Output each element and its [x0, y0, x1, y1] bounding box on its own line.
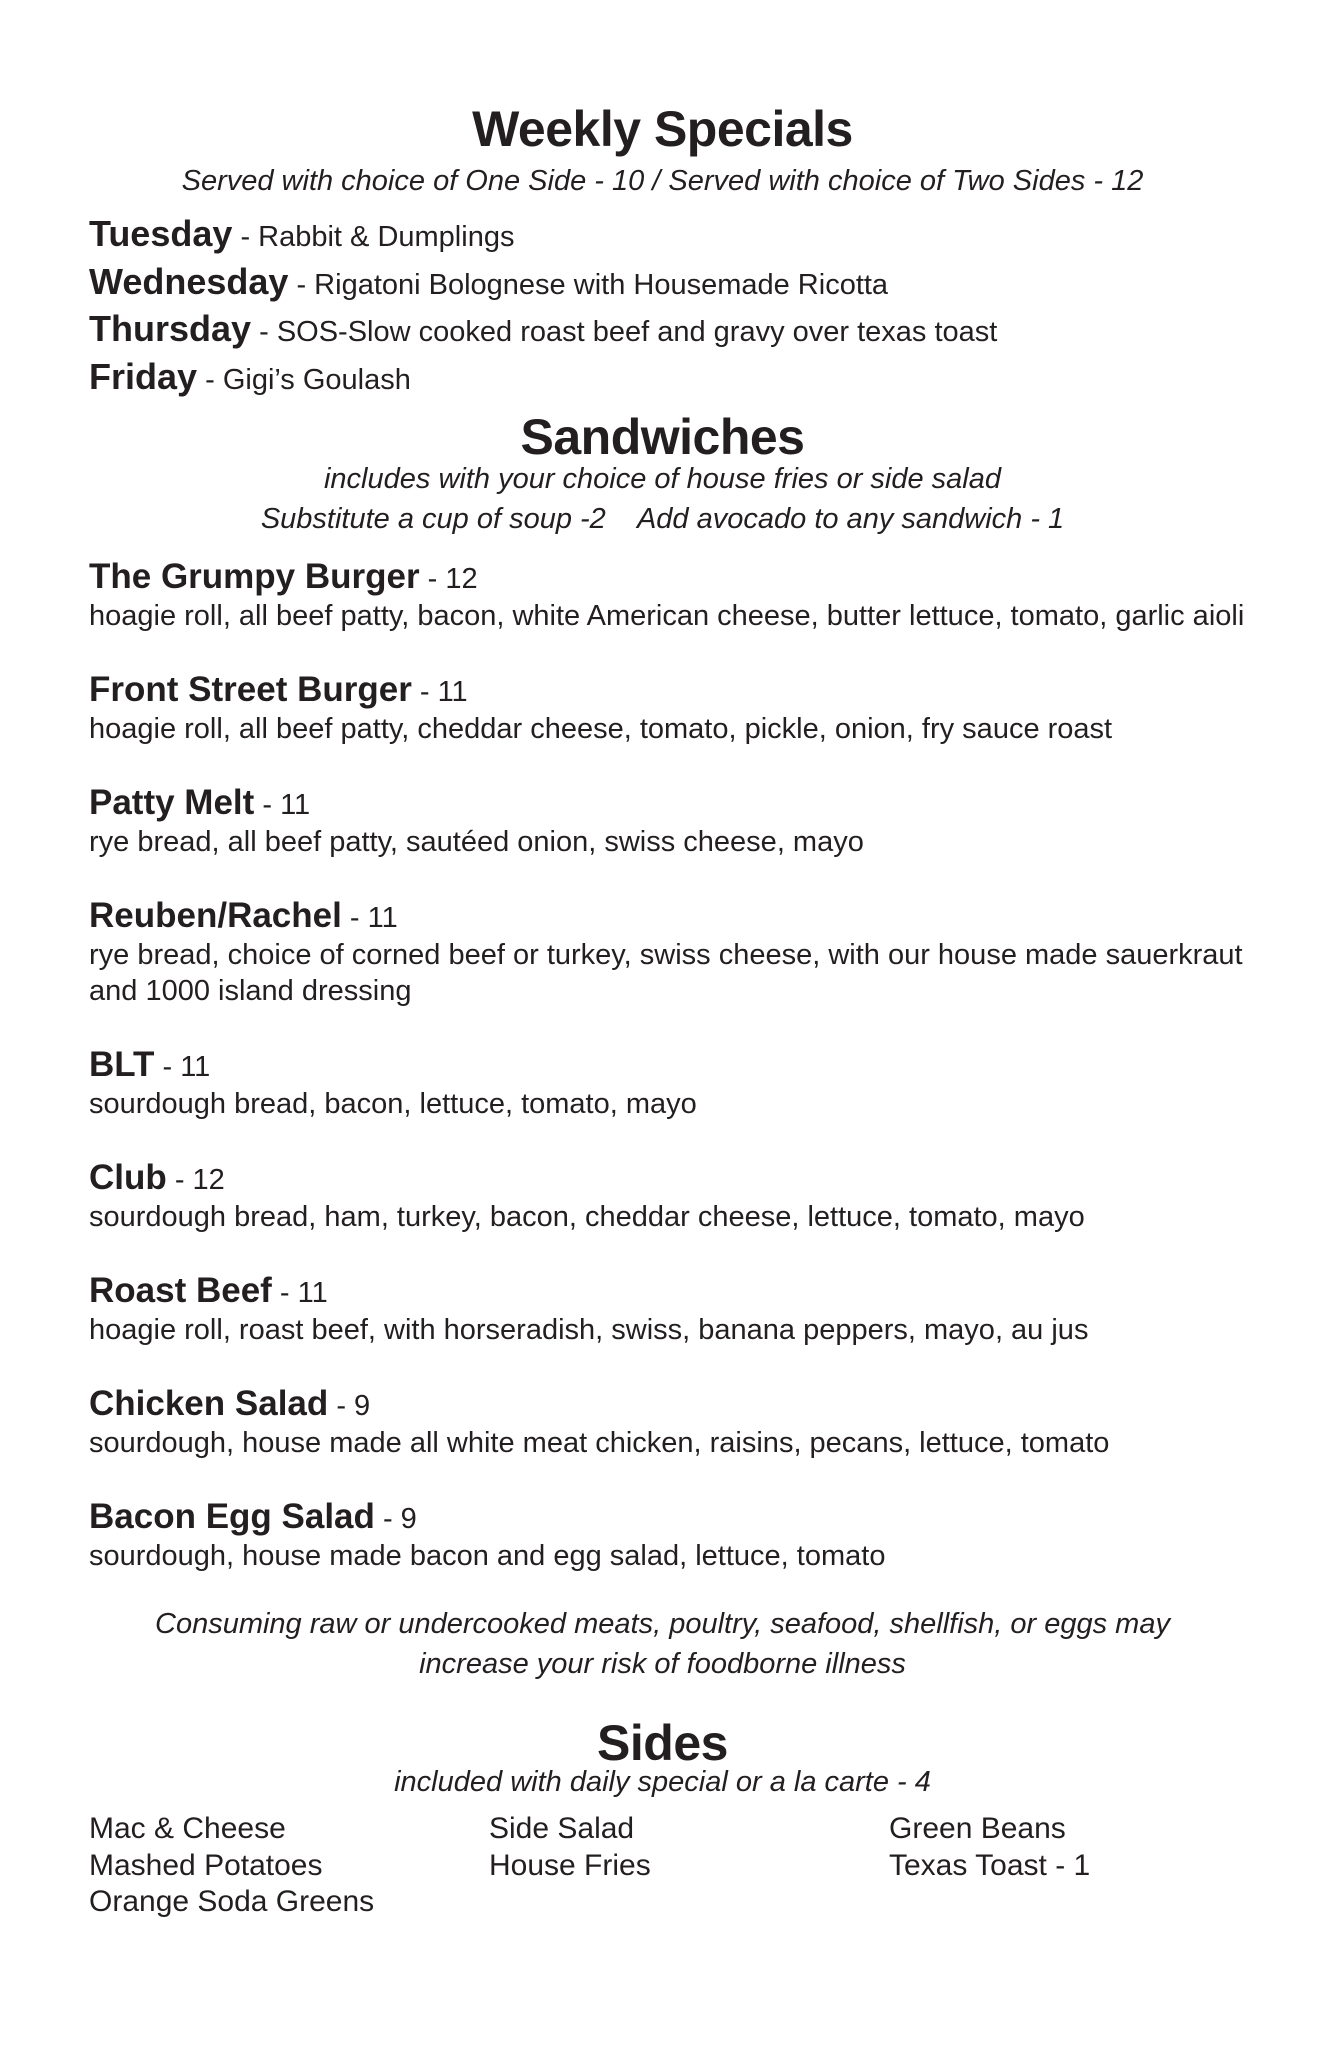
item-name: Roast Beef: [89, 1271, 272, 1310]
special-day: Thursday: [89, 308, 252, 349]
special-dish: - Rabbit & Dumplings: [232, 221, 515, 253]
item-description: hoagie roll, all beef patty, cheddar cheese, tomato, pickle, onion, fry sauce roast: [89, 713, 1113, 745]
sides-column-2: [489, 1811, 889, 1921]
item-description: sourdough bread, ham, turkey, bacon, cheddar cheese, lettuce, tomato, mayo: [89, 1201, 1085, 1233]
item-description: hoagie roll, roast beef, with horseradish, swiss, banana peppers, mayo, au jus: [89, 1314, 1089, 1346]
item-price: - 9: [328, 1390, 371, 1422]
side-item: Green Beans: [889, 1812, 1066, 1845]
item-price: - 11: [154, 1051, 211, 1083]
special-day: Wednesday: [89, 260, 289, 302]
sides-list: [89, 1811, 1269, 1921]
item-description: sourdough bread, bacon, lettuce, tomato, mayo: [89, 1088, 697, 1120]
item-name: Club: [89, 1158, 167, 1197]
sides-column-3: [889, 1811, 1269, 1921]
special-dish: - SOS-Slow cooked roast beef and gravy over texas toast: [251, 316, 998, 348]
item-description: hoagie roll, all beef patty, bacon, white American cheese, butter lettuce, tomato, garlic aioli: [89, 600, 1245, 632]
sandwiches-subtitle: [0, 459, 1325, 539]
item-name: BLT: [89, 1045, 155, 1084]
sandwich-item-grumpy-burger: [89, 558, 1269, 634]
side-item: Orange Soda Greens: [89, 1885, 375, 1918]
sandwich-item-blt: [89, 1046, 1269, 1122]
warning-line-1: Consuming raw or undercooked meats, poultry, seafood, shellfish, or eggs may: [155, 1608, 1170, 1640]
side-item: House Fries: [489, 1848, 651, 1882]
item-name: Reuben/Rachel: [89, 896, 342, 935]
weekly-specials-subtitle: Served with choice of One Side - 10 / Served with choice of Two Sides - 12: [181, 165, 1144, 197]
special-tuesday: [89, 212, 1269, 260]
special-dish: - Rigatoni Bolognese with Housemade Ricotta: [288, 268, 889, 301]
sandwich-item-roast-beef: [89, 1272, 1269, 1348]
item-price: - 11: [411, 676, 468, 708]
item-name: Patty Melt: [89, 783, 255, 822]
sandwich-item-front-street-burger: [89, 671, 1269, 747]
weekly-specials-list: [89, 212, 1269, 402]
special-thursday: [89, 307, 1269, 355]
item-price: - 12: [419, 563, 478, 595]
item-description: rye bread, choice of corned beef or turkey, swiss cheese, with our house made sauerkraut and 1000 island dressing: [89, 939, 1243, 1007]
item-description: sourdough, house made all white meat chicken, raisins, pecans, lettuce, tomato: [89, 1427, 1110, 1459]
item-price: - 11: [341, 902, 398, 934]
item-name: Bacon Egg Salad: [89, 1497, 375, 1536]
special-day: Tuesday: [89, 213, 233, 254]
item-name: Chicken Salad: [89, 1384, 329, 1423]
item-price: - 12: [166, 1164, 225, 1196]
item-price: - 9: [374, 1503, 417, 1535]
sides-title: Sides: [597, 1715, 728, 1771]
sandwich-list: [89, 558, 1269, 1611]
side-item: Side Salad: [489, 1812, 635, 1845]
sandwich-item-patty-melt: [89, 784, 1269, 860]
item-price: - 11: [271, 1277, 328, 1309]
sandwiches-subtitle-line-1: includes with your choice of house fries or side salad: [323, 463, 1002, 495]
special-dish: - Gigi’s Goulash: [197, 363, 411, 396]
special-friday: [89, 355, 1269, 403]
sandwich-item-chicken-salad: [89, 1385, 1269, 1461]
side-item: Mac & Cheese: [89, 1812, 286, 1845]
food-safety-warning: [0, 1604, 1325, 1684]
side-item: Mashed Potatoes: [89, 1848, 323, 1882]
item-description: rye bread, all beef patty, sautéed onion, swiss cheese, mayo: [89, 826, 864, 858]
sandwich-item-reuben-rachel: [89, 897, 1269, 1009]
sides-column-1: [89, 1811, 489, 1921]
item-description: sourdough, house made bacon and egg salad, lettuce, tomato: [89, 1540, 886, 1572]
special-wednesday: [89, 260, 1269, 308]
sandwiches-subtitle-line-2: Substitute a cup of soup -2 Add avocado to any sandwich - 1: [260, 503, 1065, 535]
sides-subtitle: included with daily special or a la carte - 4: [394, 1766, 931, 1798]
item-name: The Grumpy Burger: [89, 557, 420, 596]
item-name: Front Street Burger: [89, 670, 412, 709]
sandwich-item-bacon-egg-salad: [89, 1498, 1269, 1574]
sandwich-item-club: [89, 1159, 1269, 1235]
weekly-specials-title: Weekly Specials: [472, 101, 853, 157]
item-price: - 11: [254, 789, 311, 821]
side-item: Texas Toast - 1: [889, 1848, 1091, 1882]
sandwiches-title: Sandwiches: [520, 409, 805, 465]
warning-line-2: increase your risk of foodborne illness: [419, 1648, 906, 1680]
special-day: Friday: [89, 355, 198, 397]
